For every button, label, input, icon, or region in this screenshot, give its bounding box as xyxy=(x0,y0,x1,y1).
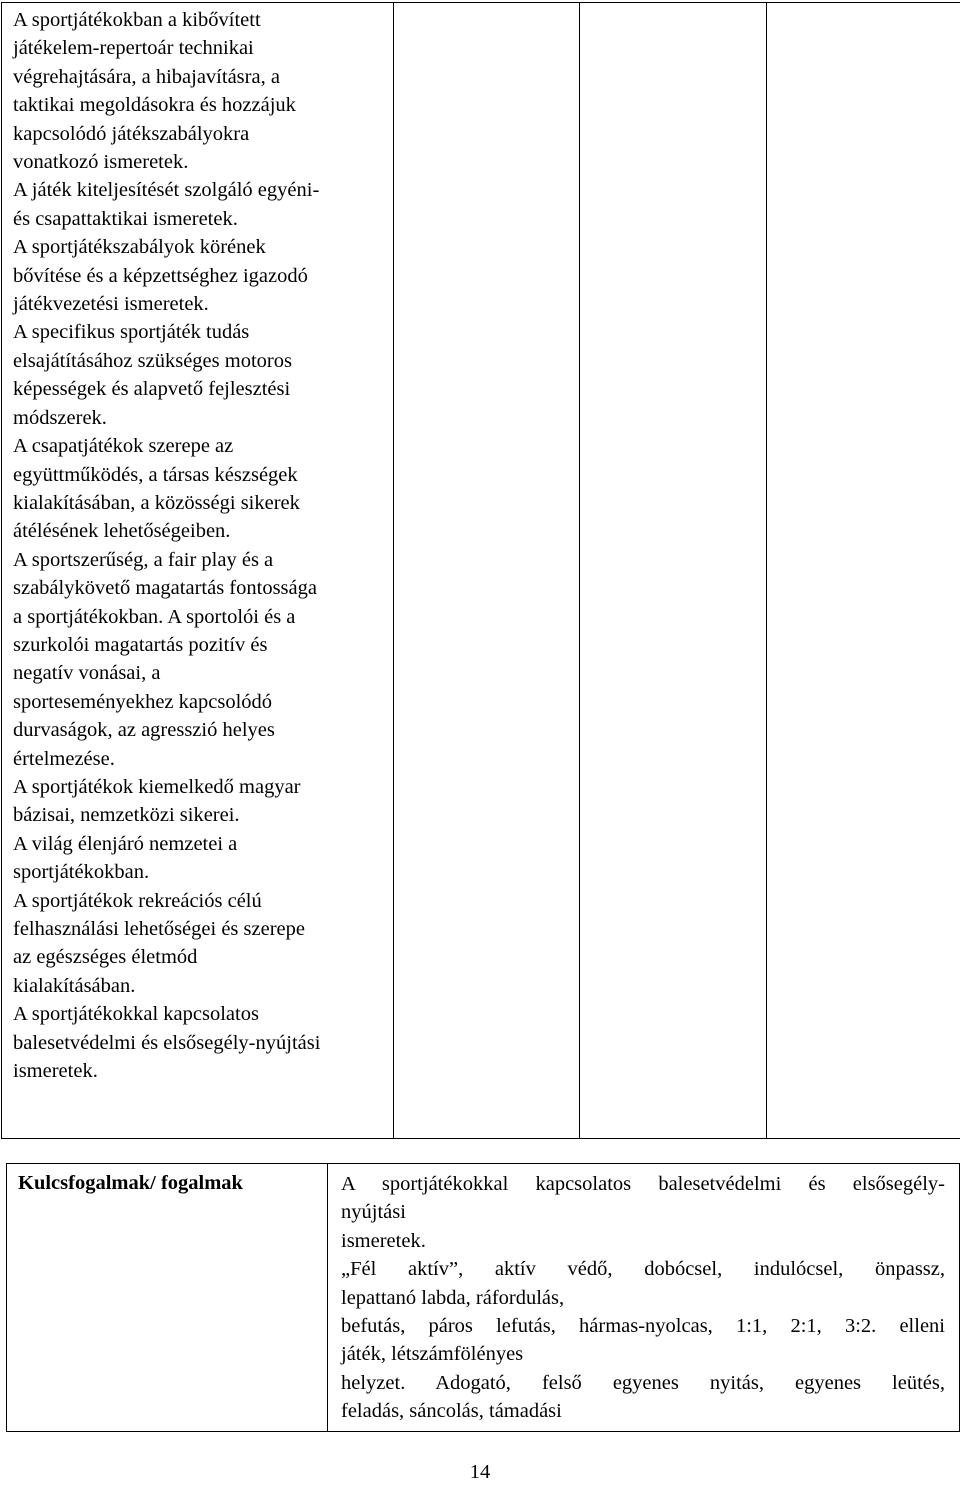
table-row xyxy=(7,1164,960,1432)
text-line: kialakításában. xyxy=(13,974,136,997)
text-line: lepattanó labda, ráfordulás, xyxy=(341,1286,565,1309)
text-line: játék, létszámfölényes xyxy=(341,1343,524,1366)
text-line: helyzet. Adogató, felső egyenes nyitás, egyenes leütés, xyxy=(341,1371,945,1394)
text-line: kialakításában, a közösségi sikerek xyxy=(13,491,300,514)
text-line: durvaságok, az agresszió helyes xyxy=(13,719,275,742)
text-line: „Fél aktív”, aktív védő, dobócsel, indulócsel, önpassz, xyxy=(341,1258,945,1281)
text-line: A csapatjátékok szerepe az xyxy=(13,435,234,458)
text-line: felhasználási lehetőségei és szerepe xyxy=(13,918,305,940)
text-line: sportjátékokban. xyxy=(13,861,150,884)
text-line: A játék kiteljesítését szolgáló egyéni- xyxy=(13,179,320,202)
text-line: A sportjátékokban a kibővített xyxy=(13,9,261,31)
text-line: feladás, sáncolás, támadási xyxy=(341,1400,562,1423)
text-line: bázisai, nemzetközi sikerei. xyxy=(13,804,240,827)
text-line: A sportjátékok kiemelkedő magyar xyxy=(13,775,301,798)
text-line: befutás, páros lefutás, hármas-nyolcas, 1:1, 2:1, 3:2. elleni xyxy=(341,1315,945,1338)
empty-cell xyxy=(394,3,580,1139)
text-line: szabálykövető magatartás fontossága xyxy=(13,577,317,600)
text-line: kapcsolódó játékszabályokra xyxy=(13,122,250,145)
text-line: A sportjátékszabályok körének xyxy=(13,236,266,259)
text-line: átélésének lehetőségeiben. xyxy=(13,520,231,543)
text-line: az egészséges életmód xyxy=(13,946,198,969)
text-line: ismeretek. xyxy=(13,1060,98,1083)
knowledge-cell xyxy=(2,3,394,1139)
text-line: vonatkozó ismeretek. xyxy=(13,151,189,174)
text-line: elsajátításához szükséges motoros xyxy=(13,349,292,372)
text-line: A specifikus sportjáték tudás xyxy=(13,321,250,344)
text-line: balesetvédelmi és elsősegély-nyújtási xyxy=(13,1031,321,1054)
text-line: A sportszerűség, a fair play és a xyxy=(13,548,274,571)
content-table xyxy=(1,2,960,1139)
key-concepts-table xyxy=(6,1163,960,1432)
text-line: A sportjátékokkal kapcsolatos xyxy=(13,1003,259,1026)
text-line: és csapattaktikai ismeretek. xyxy=(13,207,238,230)
empty-cell xyxy=(580,3,767,1139)
text-line: bővítése és a képzettséghez igazodó xyxy=(13,264,308,287)
text-line: végrehajtására, a hibajavításra, a xyxy=(13,65,280,88)
empty-cell xyxy=(767,3,960,1139)
text-line: együttműködés, a társas készségek xyxy=(13,463,298,486)
key-concepts-content xyxy=(328,1164,960,1432)
text-line: a sportjátékokban. A sportolói és a xyxy=(13,605,296,628)
text-line: sporteseményekhez kapcsolódó xyxy=(13,690,273,713)
text-line: módszerek. xyxy=(13,406,107,429)
text-line: A sportjátékok rekreációs célú xyxy=(13,889,262,912)
table-row xyxy=(2,3,960,1139)
text-line: ismeretek. xyxy=(341,1229,426,1252)
text-line: képességek és alapvető fejlesztési xyxy=(13,378,291,401)
text-line: A világ élenjáró nemzetei a xyxy=(13,832,238,855)
text-line: értelmezése. xyxy=(13,747,115,770)
text-line: játékvezetési ismeretek. xyxy=(13,293,209,316)
text-line: taktikai megoldásokra és hozzájuk xyxy=(13,94,296,117)
page-number: 14 xyxy=(469,1461,491,1483)
text-line: A sportjátékokkal kapcsolatos balesetvédelmi és elsősegély- xyxy=(341,1173,945,1195)
text-line: játékelem-repertoár technikai xyxy=(13,37,254,60)
text-line: negatív vonásai, a xyxy=(13,662,161,685)
knowledge-text xyxy=(2,3,393,1085)
text-line: szurkolói magatartás pozitív és xyxy=(13,633,268,656)
key-concepts-label: Kulcsfogalmak/ fogalmak xyxy=(7,1164,328,1432)
text-line: nyújtási xyxy=(341,1201,406,1224)
